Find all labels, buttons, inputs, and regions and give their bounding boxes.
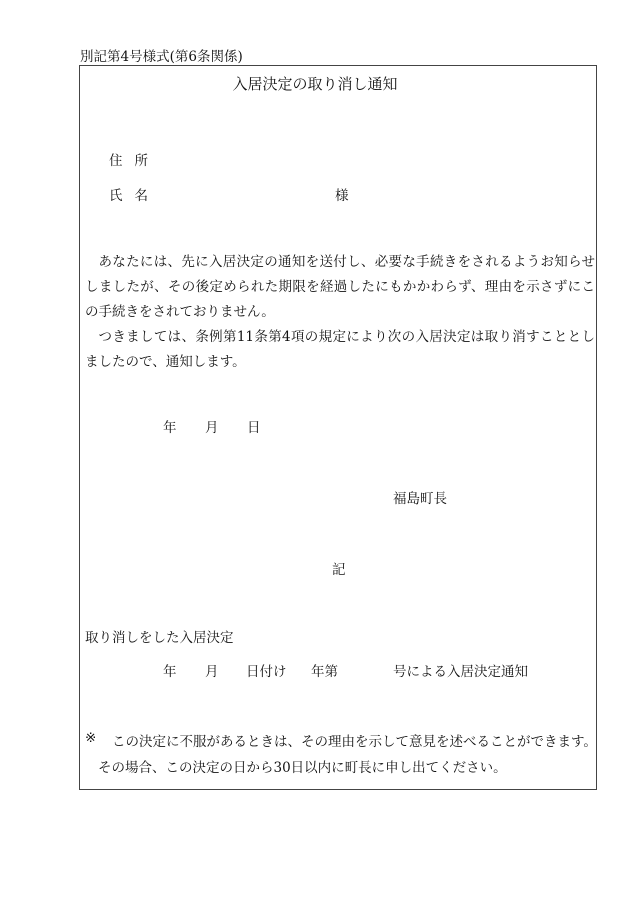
ref-dated: 日付け (246, 664, 287, 680)
date-day: 日 (247, 420, 261, 436)
ref-month: 月 (205, 664, 219, 680)
note-line-2: その場合、この決定の日から30日以内に町長に申し出てください。 (98, 760, 507, 776)
document-title: 入居決定の取り消し通知 (232, 75, 398, 93)
issuer-mayor: 福島町長 (393, 491, 447, 507)
date-month: 月 (205, 420, 219, 436)
ref-year: 年 (163, 664, 177, 680)
note-mark: ※ (85, 730, 97, 746)
honorific-sama: 様 (335, 188, 349, 204)
ref-suffix: 号による入居決定通知 (393, 664, 528, 680)
form-number-label: 別記第4号様式(第6条関係) (80, 49, 243, 65)
note-line-1: この決定に不服があるときは、その理由を示して意見を述べることができます。 (112, 734, 597, 750)
notice-body (85, 250, 595, 375)
name-label: 氏名 (109, 188, 160, 204)
body-paragraph-2: つきましては、条例第11条第4項の規定により次の入居決定は取り消すこととしましたので、通知します。 (85, 329, 595, 370)
date-year: 年 (163, 420, 177, 436)
cancelled-decision-heading: 取り消しをした入居決定 (85, 630, 234, 646)
ki-heading: 記 (332, 562, 346, 578)
body-paragraph-1: あなたには、先に入居決定の通知を送付し、必要な手続きをされるようお知らせしましたが、その後定められた期限を経過したにもかかわらず、理由を示さずにこの手続きをされておりません。 (85, 254, 595, 320)
address-label: 住所 (109, 153, 160, 169)
form-frame (79, 65, 597, 790)
ref-number-year: 年第 (311, 664, 338, 680)
